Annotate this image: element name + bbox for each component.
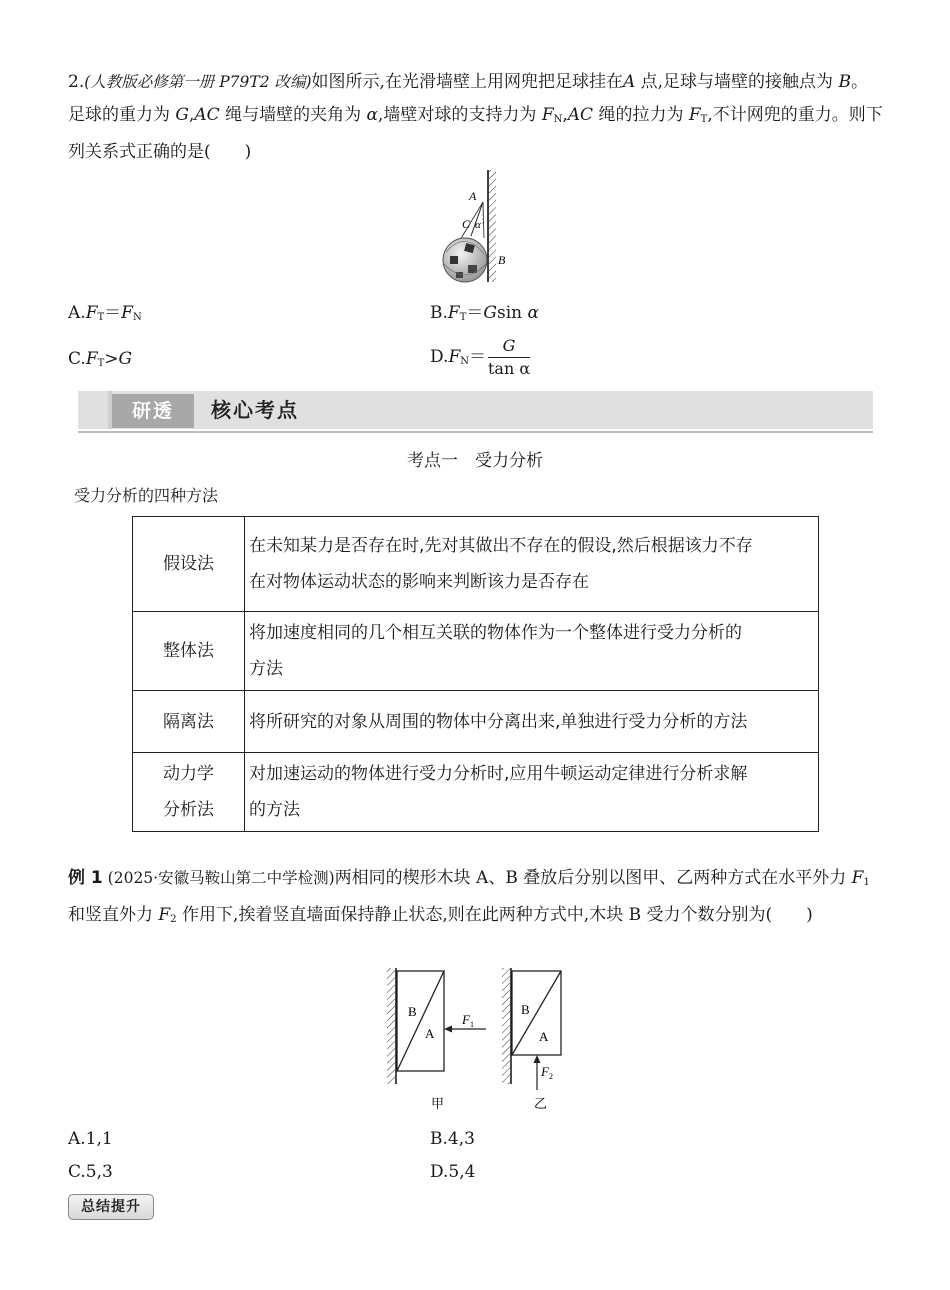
section-banner	[78, 391, 873, 433]
yi-label-f: F	[541, 1064, 549, 1079]
section-title: 考点一 受力分析	[407, 451, 543, 471]
method-desc: 将所研究的对象从周围的物体中分离出来,单独进行受力分析的方法	[245, 691, 819, 753]
jia-label-b: B	[408, 1004, 417, 1019]
table-row	[133, 753, 819, 832]
caption-jia: 甲	[431, 1097, 445, 1112]
methods-table	[132, 516, 819, 832]
label-a: A	[469, 189, 477, 203]
caption-yi: 乙	[534, 1097, 548, 1112]
football-on-wall-figure	[436, 168, 516, 286]
label-alpha: α	[475, 219, 481, 231]
banner-tag: 研透	[112, 394, 194, 428]
example-option-c[interactable]: C.5,3	[68, 1162, 113, 1182]
method-name: 动力学 分析法	[133, 753, 245, 832]
summary-button[interactable]: 总结提升	[68, 1194, 154, 1220]
method-name: 假设法	[133, 517, 245, 612]
question-source: (人教版必修第一册 P79T2 改编)	[84, 73, 312, 91]
example-option-a[interactable]: A.1,1	[68, 1129, 113, 1149]
option-b[interactable]: $B.F_T=Gsin$ α	[430, 303, 539, 323]
jia-label-a: A	[425, 1026, 435, 1041]
fraction: $\frac{G}{\text{tan α}}$	[487, 336, 531, 378]
option-d[interactable]: $D.F_N=$ $\frac{G}{\text{tan α}}$	[430, 336, 531, 378]
example-option-b[interactable]: B.4,3	[430, 1129, 475, 1149]
banner-title: 核心考点	[211, 398, 299, 422]
methods-title: 受力分析的四种方法	[74, 486, 219, 505]
question-2-stem: 2.(人教版必修第一册 P79T2 改编)如图所示,在光滑墙壁上用网兜把足球挂在A 点,足球与墙壁的接触点为 B。足球的重力为 G,AC 绳与墙壁的夹角为 α,墙壁对球的支持力为 $F_N,AC$ 绳的拉力为 $F_T$,不计网兜的重力。则下列关系式正确的是( )	[68, 72, 883, 162]
yi-label-a: A	[539, 1029, 549, 1044]
table-row	[133, 612, 819, 691]
option-c[interactable]: $C.F_T>G$	[68, 349, 133, 369]
wedge-blocks-figure	[378, 966, 578, 1116]
jia-label-f-sub: 1	[470, 1020, 474, 1029]
option-a[interactable]: $A.F_T=F_N$	[68, 303, 142, 323]
jia-label-f: F	[462, 1012, 470, 1027]
example-source: (2025·安徽马鞍山第二中学检测)	[102, 869, 335, 887]
method-desc: 对加速运动的物体进行受力分析时,应用牛顿运动定律进行分析求解 的方法	[245, 753, 819, 832]
yi-label-b: B	[521, 1002, 530, 1017]
method-desc: 在未知某力是否存在时,先对其做出不存在的假设,然后根据该力不存 在对物体运动状态的影响来判断该力是否存在	[245, 517, 819, 612]
yi-label-f-sub: 2	[549, 1072, 553, 1081]
method-name: 整体法	[133, 612, 245, 691]
label-c: C	[462, 217, 471, 231]
method-name: 隔离法	[133, 691, 245, 753]
method-desc: 将加速度相同的几个相互关联的物体作为一个整体进行受力分析的 方法	[245, 612, 819, 691]
example-1-stem: 例 1 (2025·安徽马鞍山第二中学检测)两相同的楔形木块 A、B 叠放后分别以图甲、乙两种方式在水平外力 $F_1$ 和竖直外力 $F_2$ 作用下,挨着竖直墙面保持静止状态,则在此两种方式中,木块 B 受力个数分别为( )	[68, 868, 870, 925]
table-row	[133, 517, 819, 612]
label-b: B	[498, 253, 506, 267]
table-row	[133, 691, 819, 753]
example-option-d[interactable]: D.5,4	[430, 1162, 476, 1182]
